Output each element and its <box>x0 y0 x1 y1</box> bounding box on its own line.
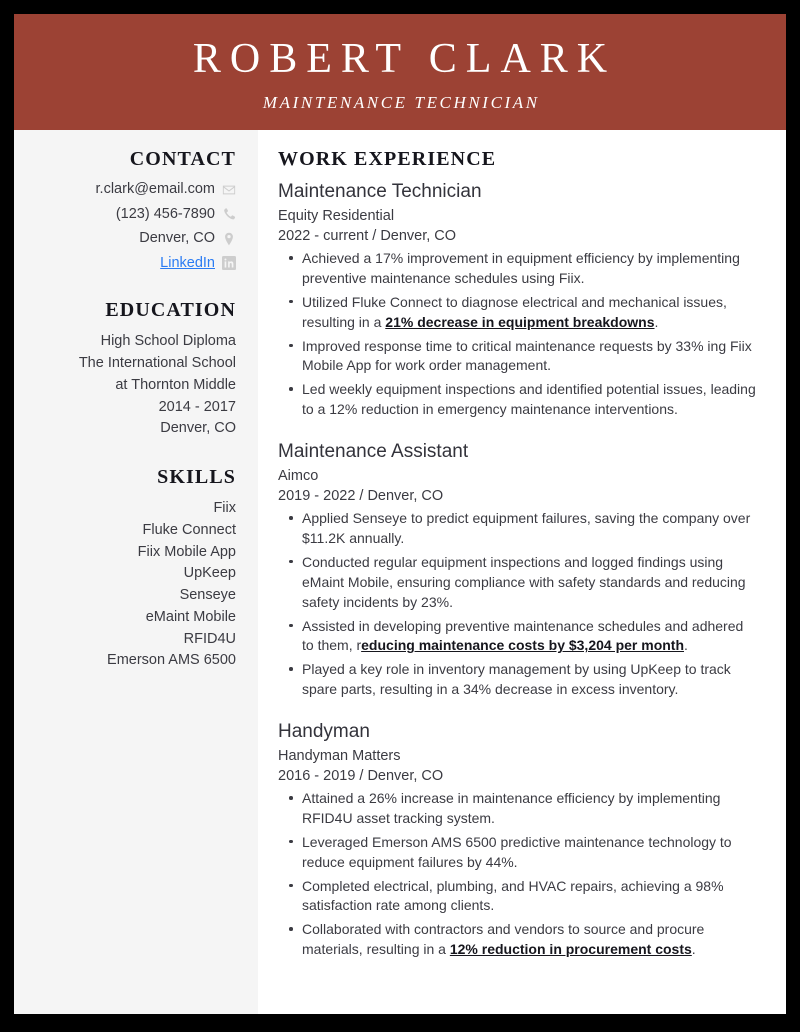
skill-item: Emerson AMS 6500 <box>107 652 236 669</box>
job-bullet <box>302 380 758 420</box>
bullet-highlight: 21% decrease in equipment breakdowns <box>385 313 655 330</box>
bullet-text: Led weekly equipment inspections and identified potential issues, leading to a 12% reduction in emergency maintenance interventions. <box>302 381 756 418</box>
job-title: Handyman <box>278 721 370 742</box>
bullet-text: Collaborated with contractors and vendors to source and procure materials, resulting in a <box>302 921 705 958</box>
skill-item: RFID4U <box>183 630 236 647</box>
bullet-text: Improved response time to critical maintenance requests by 33% ing Fiix Mobile App for work order management. <box>302 337 752 374</box>
education-section <box>28 299 236 440</box>
skill-item: Fluke Connect <box>142 521 236 538</box>
phone-icon <box>222 207 236 221</box>
job-title: Maintenance Technician <box>278 181 482 202</box>
job-bullet <box>302 877 758 917</box>
sidebar <box>14 130 258 1014</box>
job-bullet <box>302 337 758 377</box>
job-company: Aimco <box>278 467 319 484</box>
contact-item-text[interactable]: LinkedIn <box>160 254 215 271</box>
job-company: Handyman Matters <box>278 747 401 764</box>
job-bullet <box>302 617 758 657</box>
contact-heading: CONTACT <box>129 148 236 170</box>
job-entry <box>278 440 758 700</box>
contact-item[interactable] <box>28 254 236 274</box>
bullet-text: . <box>691 941 696 958</box>
contact-item-text: Denver, CO <box>139 230 215 247</box>
resume-header <box>14 14 786 130</box>
bullet-text: Achieved a 17% improvement in equipment efficiency by implementing preventive maintenance schedules using Fiix. <box>302 250 740 286</box>
skill-item: Fiix <box>213 500 236 516</box>
contact-list <box>28 180 236 273</box>
resume-page <box>14 14 786 1014</box>
job-location: Denver, CO <box>367 768 444 785</box>
skill-item: Senseye <box>179 587 236 603</box>
job-title: Maintenance Assistant <box>278 441 469 463</box>
bullet-text: Assisted in developing preventive maintenance schedules and adhered to them, r <box>302 617 744 654</box>
skill-item: eMaint Mobile <box>145 608 236 625</box>
skills-section <box>28 466 236 672</box>
candidate-name: ROBERT CLARK <box>192 35 617 82</box>
job-bullet <box>302 509 758 549</box>
bullet-text: Utilized Fluke Connect to diagnose electrical and mechanical issues, resulting in a <box>302 293 727 330</box>
education-line: Denver, CO <box>160 420 236 437</box>
job-meta-separator: / <box>359 768 364 785</box>
education-line: High School Diploma <box>100 333 236 350</box>
job-company: Equity Residential <box>278 207 395 224</box>
bullet-text: . <box>654 313 659 330</box>
job-entry <box>278 720 758 960</box>
job-bullet <box>302 920 758 960</box>
education-line: 2014 - 2017 <box>158 398 236 415</box>
bullet-text: Completed electrical, plumbing, and HVAC repairs, achieving a 98% satisfaction rate among clients. <box>302 877 724 914</box>
education-list <box>28 331 236 440</box>
education-heading: EDUCATION <box>105 299 236 322</box>
contact-item <box>28 205 236 225</box>
work-experience-heading: WORK EXPERIENCE <box>278 148 497 170</box>
candidate-role: MAINTENANCE TECHNICIAN <box>262 93 540 113</box>
job-meta-separator: / <box>372 228 377 245</box>
contact-item <box>28 229 236 249</box>
job-bullet <box>302 789 758 829</box>
job-dates: 2019 - 2022 <box>278 488 356 505</box>
job-meta <box>278 486 758 507</box>
job-bullet <box>302 293 758 333</box>
job-bullet-list <box>278 509 758 700</box>
job-entry <box>278 180 758 420</box>
job-meta <box>278 766 758 787</box>
map-pin-icon <box>222 232 236 246</box>
job-bullet <box>302 249 758 289</box>
contact-item-text: (123) 456-7890 <box>115 205 215 222</box>
job-bullet-list <box>278 249 758 420</box>
bullet-text: Played a key role in inventory management by using UpKeep to track spare parts, resulting in a 34% decrease in excess inventory. <box>302 661 731 698</box>
job-meta-separator: / <box>359 488 364 505</box>
job-bullet-list <box>278 789 758 960</box>
job-dates: 2022 - current <box>278 228 369 245</box>
skill-item: Fiix Mobile App <box>137 543 236 560</box>
skills-list <box>28 498 236 672</box>
job-location: Denver, CO <box>380 228 457 245</box>
bullet-text: Conducted regular equipment inspections and logged findings using eMaint Mobile, ensuring compliance with safety standards and reducing safety incidents by 23%. <box>302 553 746 610</box>
bullet-text: Attained a 26% increase in maintenance efficiency by implementing RFID4U asset tracking system. <box>302 790 721 826</box>
job-bullet <box>302 553 758 613</box>
bullet-text: . <box>684 637 688 654</box>
bullet-highlight: educing maintenance costs by $3,204 per month <box>361 637 685 654</box>
bullet-text: Leveraged Emerson AMS 6500 predictive maintenance technology to reduce equipment failures by 44%. <box>302 833 732 870</box>
job-meta <box>278 226 758 247</box>
skill-item: UpKeep <box>183 565 236 582</box>
job-bullet <box>302 660 758 700</box>
contact-section <box>28 148 236 273</box>
main-column <box>258 130 786 1014</box>
jobs-list <box>278 180 758 960</box>
job-location: Denver, CO <box>367 488 444 505</box>
contact-item-text: r.clark@email.com <box>95 181 215 197</box>
contact-item <box>28 180 236 200</box>
job-dates: 2016 - 2019 <box>278 768 356 785</box>
job-bullet <box>302 833 758 873</box>
linkedin-icon <box>222 256 236 270</box>
skills-heading: SKILLS <box>157 466 236 488</box>
bullet-text: Applied Senseye to predict equipment failures, saving the company over $11.2K annually. <box>302 510 751 546</box>
bullet-highlight: 12% reduction in procurement costs <box>449 941 692 958</box>
resume-body <box>14 130 786 1014</box>
education-line: at Thornton Middle <box>115 376 236 393</box>
education-line: The International School <box>78 355 236 371</box>
envelope-icon <box>222 183 236 197</box>
